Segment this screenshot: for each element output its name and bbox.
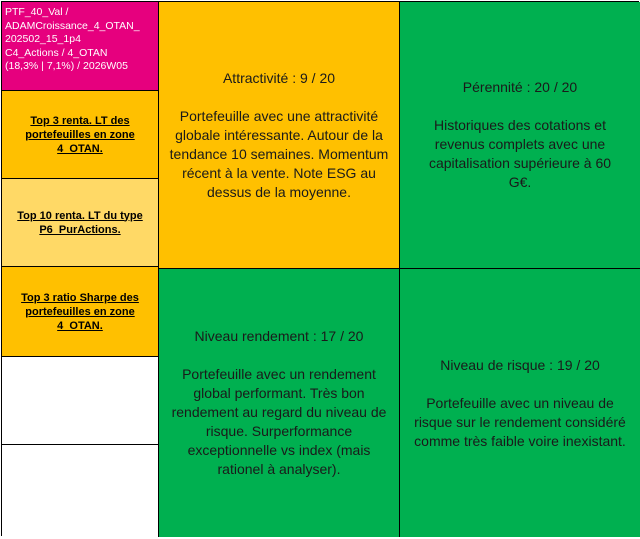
- attractivite-text: Portefeuille avec une attractivité globale intéressante. Autour de la tendance 10 semaines. Momentum récent à la vente. Note ESG au dessus de la moyenne.: [169, 107, 389, 200]
- portfolio-header-line: (18,3% | 7,1%) / 2026W05: [5, 60, 128, 72]
- portfolio-header: [2, 2, 159, 91]
- context-cell-empty: [2, 357, 159, 445]
- risque-cell: [400, 269, 640, 537]
- context-label: Top 10 renta. LT du type P6_PurActions.: [17, 209, 143, 236]
- attractivite-title: Attractivité : 9 / 20: [222, 69, 336, 86]
- context-label: Top 3 renta. LT des portefeuilles en zone 4_OTAN.: [25, 114, 135, 155]
- score-grid: [1, 1, 639, 536]
- perennite-cell: [400, 2, 640, 269]
- rendement-cell: [159, 269, 400, 537]
- portfolio-header-line: C4_Actions / 4_OTAN: [5, 46, 108, 59]
- risque-text: Portefeuille avec un niveau de risque sur le rendement considéré comme très faible voire inexistant.: [414, 394, 626, 449]
- perennite-title: Pérennité : 20 / 20: [462, 79, 578, 95]
- context-column: [2, 2, 159, 537]
- rendement-title: Niveau rendement : 17 / 20: [194, 328, 364, 344]
- portfolio-header-line: ADAMCroissance_4_OTAN_: [5, 19, 140, 32]
- context-cell-top10-renta: [2, 179, 159, 267]
- context-cell-top3-sharpe: [2, 267, 159, 357]
- risque-title: Niveau de risque : 19 / 20: [440, 356, 600, 373]
- portfolio-header-line: PTF_40_Val /: [5, 6, 69, 18]
- rendement-text: Portefeuille avec un rendement global performant. Très bon rendement au regard du niveau de risque. Surperformance exceptionnelle vs index (mais rationel à analyser).: [171, 366, 387, 477]
- context-cell-top3-renta: [2, 91, 159, 179]
- attractivite-cell: [159, 2, 400, 269]
- perennite-text: Historiques des cotations et revenus complets avec une capitalisation supérieure à 60 G€.: [428, 117, 612, 190]
- context-label: Top 3 ratio Sharpe des portefeuilles en zone 4_OTAN.: [21, 291, 139, 332]
- context-cell-empty: [2, 445, 159, 537]
- portfolio-header-line: 202502_15_1p4: [5, 33, 81, 45]
